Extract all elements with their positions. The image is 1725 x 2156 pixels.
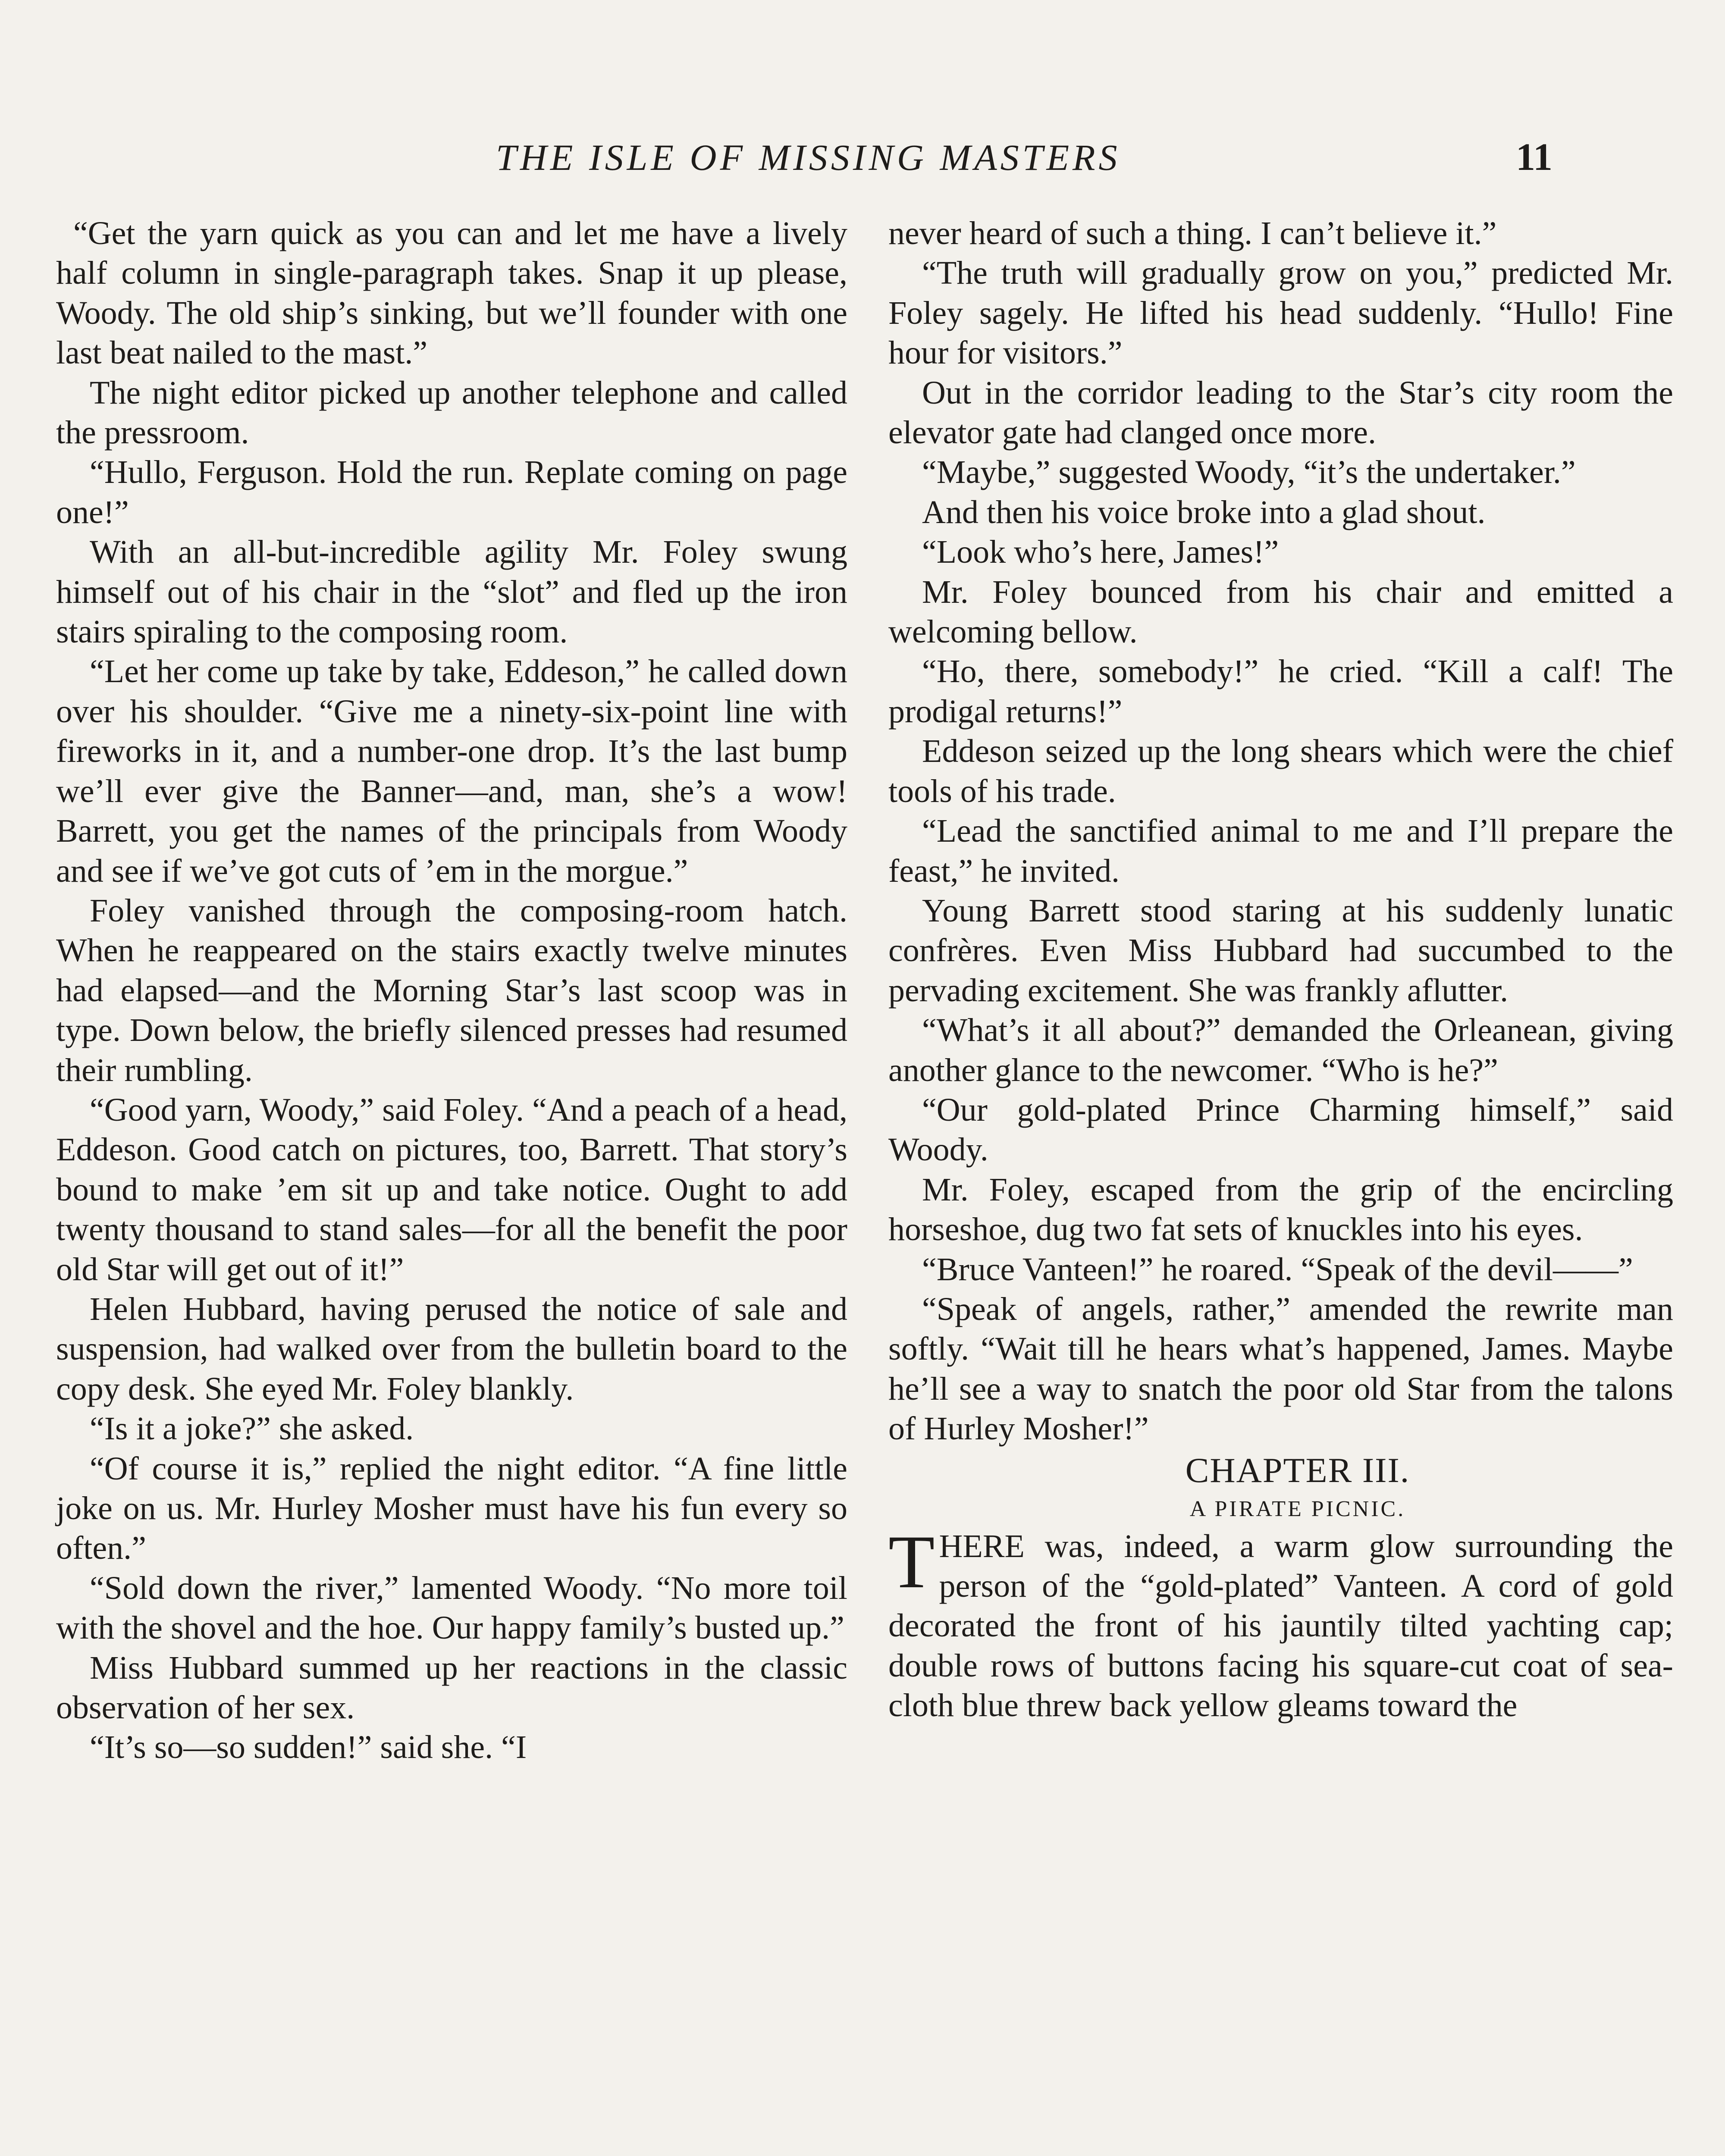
paragraph: “Look who’s here, James!” — [922, 534, 1279, 570]
page-number: 11 — [1516, 136, 1553, 179]
paragraph: Helen Hubbard, having perused the notice of sale and suspension, had walked over from the bulletin board to the copy desk. She eyed Mr. Foley blankly. — [56, 1291, 847, 1407]
paragraph: “Ho, there, somebody!” he cried. “Kill a calf! The prodigal returns!” — [888, 653, 1673, 730]
paragraph: “Of course it is,” replied the night editor. “A fine little joke on us. Mr. Hurley Mosher must have his fun every so often.” — [56, 1450, 847, 1567]
left-column — [56, 213, 847, 1767]
paragraph: Mr. Foley bounced from his chair and emitted a welcoming bellow. — [888, 573, 1673, 650]
paragraph: “Hullo, Ferguson. Hold the run. Replate coming on page one!” — [56, 454, 847, 530]
paragraph: “Bruce Vanteen!” he roared. “Speak of the devil——” — [922, 1251, 1633, 1288]
paragraph: “What’s it all about?” demanded the Orleanean, giving another glance to the newcomer. “Who is he?” — [888, 1012, 1673, 1088]
running-title: THE ISLE OF MISSING MASTERS — [496, 137, 1121, 178]
paragraph: “Our gold-plated Prince Charming himself,” said Woody. — [888, 1091, 1673, 1168]
paragraph: Mr. Foley, escaped from the grip of the encircling horseshoe, dug two fat sets of knuckles into his eyes. — [888, 1171, 1673, 1248]
chapter-opening-paragraph — [888, 1520, 1673, 1726]
chapter-opening-text: HERE was, indeed, a warm glow surrounding the person of the “gold-plated” Vanteen. A cord of gold decorated the front of his jauntily tilted yachting cap; double rows of buttons facing his square-cut coat of sea-cloth blue threw back yellow gleams toward the — [888, 1528, 1673, 1724]
paragraph: Eddeson seized up the long shears which were the chief tools of his trade. — [888, 733, 1673, 809]
chapter-heading: CHAPTER III. — [1185, 1450, 1410, 1490]
paragraph: “Get the yarn quick as you can and let me have a lively half column in single-paragraph takes. Snap it up please, Woody. The old ship’s sinking, but we’ll founder with one last beat nailed to the mast.” — [56, 215, 847, 371]
paragraph: “Is it a joke?” she asked. — [90, 1410, 414, 1447]
paragraph: Out in the corridor leading to the Star’s city room the elevator gate had clanged once more. — [888, 374, 1673, 451]
paragraph: The night editor picked up another telephone and called the pressroom. — [56, 374, 847, 451]
paragraph: “Lead the sanctified animal to me and I’ll prepare the feast,” he invited. — [888, 813, 1673, 889]
paragraph: Miss Hubbard summed up her reactions in the classic observation of her sex. — [56, 1649, 847, 1726]
paragraph: “Sold down the river,” lamented Woody. “No more toil with the shovel and the hoe. Our happy family’s busted up.” — [56, 1570, 847, 1646]
running-head — [0, 129, 1725, 181]
paragraph: never heard of such a thing. I can’t believe it.” — [888, 215, 1497, 251]
paragraph: “Let her come up take by take, Eddeson,” he called down over his shoulder. “Give me a ninety-six-point line with fireworks in it, and a number-one drop. It’s the last bump we’ll ever give the Banner—and, man, she’s a wow! Barrett, you get the names of the principals from Woody and see if we’ve got cuts of ’em in the morgue.” — [56, 653, 847, 889]
right-column — [888, 213, 1673, 1726]
paragraph: “Speak of angels, rather,” amended the rewrite man softly. “Wait till he hears what’s happened, James. Maybe he’ll see a way to snatch the poor old Star from the talons of Hurley Mosher!” — [888, 1291, 1673, 1447]
paragraph: And then his voice broke into a glad shout. — [922, 494, 1486, 530]
paragraph: “Maybe,” suggested Woody, “it’s the undertaker.” — [922, 454, 1576, 491]
paragraph: With an all-but-incredible agility Mr. Foley swung himself out of his chair in the “slot” and fled up the iron stairs spiraling to the composing room. — [56, 534, 847, 650]
paragraph: “It’s so—so sudden!” said she. “I — [90, 1729, 527, 1766]
drop-cap: T — [888, 1520, 935, 1604]
paragraph: “The truth will gradually grow on you,” predicted Mr. Foley sagely. He lifted his head suddenly. “Hullo! Fine hour for visitors.” — [888, 255, 1673, 371]
paragraph: Young Barrett stood staring at his suddenly lunatic confrères. Even Miss Hubbard had succumbed to the pervading excitement. She was frankly aflutter. — [888, 892, 1673, 1009]
chapter-subheading: A PIRATE PICNIC. — [1189, 1496, 1406, 1521]
paragraph: Foley vanished through the composing-room hatch. When he reappeared on the stairs exactly twelve minutes had elapsed—and the Morning Star’s last scoop was in type. Down below, the briefly silenced presses had resumed their rumbling. — [56, 892, 847, 1088]
paragraph: “Good yarn, Woody,” said Foley. “And a peach of a head, Eddeson. Good catch on pictures, too, Barrett. That story’s bound to make ’em sit up and take notice. Ought to add twenty thousand to stand sales—for all the benefit the poor old Star will get out of it!” — [56, 1091, 847, 1288]
